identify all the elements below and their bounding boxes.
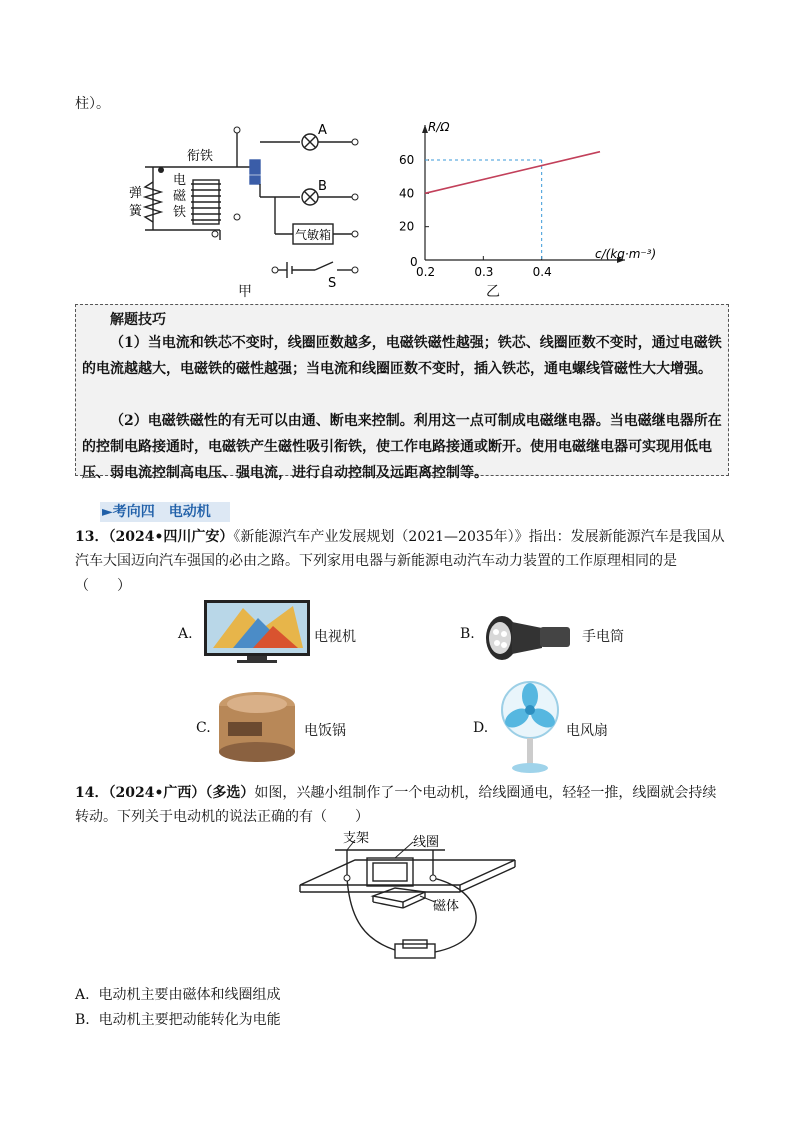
label-zhijia: 支架	[343, 831, 370, 846]
q13-option-d-label: 电风扇	[566, 723, 608, 739]
q14-option-b-letter: B.	[75, 1012, 90, 1028]
rice-cooker-icon	[216, 688, 298, 764]
q14-source: （2024•广西）（多选）	[108, 785, 255, 801]
label-switch: S	[328, 276, 337, 291]
resistance-concentration-chart	[395, 122, 685, 282]
label-gas-box: 气敏箱	[295, 228, 332, 242]
q13-paren: （ ）	[75, 578, 131, 594]
tips-paragraph-2: （2）电磁铁磁性的有无可以由通、断电来控制。利用这一点可制成电磁继电器。当电磁继电器所在的控制电路接通时，电磁铁产生磁性吸引衔铁，使工作电路接通或断开。使用电磁继电器可实现用低电压、弱电流控制高电压、强电流，进行自动控制及远距离控制等。	[82, 413, 722, 481]
tips-paragraph-1: （1）当电流和铁芯不变时，线圈匝数越多，电磁铁磁性越强；铁芯、线圈匝数不变时，通过电磁铁的电流越越大，电磁铁的磁性越强；当电流和线圈匝数不变时，插入铁芯，通电螺线管磁性大大增强。	[82, 335, 722, 377]
x-tick-label: 0.3	[474, 265, 494, 279]
fan-icon	[500, 680, 560, 774]
question-13	[75, 525, 730, 573]
label-dianci-1: 电	[173, 173, 187, 188]
q13-option-a-letter[interactable]: A.	[178, 626, 193, 642]
q13-source: （2024•四川广安）	[108, 529, 234, 545]
label-xianquan: 线圈	[413, 835, 440, 850]
label-dianci-3: 铁	[173, 205, 187, 220]
label-tanhuang-2: 簧	[129, 204, 143, 219]
y-axis-label: R/Ω	[428, 122, 450, 134]
header-tail: 柱）。	[75, 96, 110, 112]
q14-option-b-text: 电动机主要把动能转化为电能	[98, 1012, 281, 1028]
x-axis-label: c/(kg·m⁻³)	[595, 247, 657, 261]
q13-option-c-letter[interactable]: C.	[196, 720, 211, 736]
tips-title: 解题技巧	[110, 312, 166, 328]
q13-option-b-label: 手电筒	[582, 629, 624, 645]
y-tick-label: 20	[399, 219, 415, 234]
question-14	[75, 781, 730, 829]
x-tick-label: 0.4	[532, 265, 552, 279]
q13-option-b-letter[interactable]: B.	[460, 626, 475, 642]
label-citi: 磁体	[433, 899, 460, 914]
y-tick-label: 60	[399, 153, 415, 167]
label-dianci-2: 磁	[173, 189, 187, 204]
section-heading: ►考向四 电动机	[100, 502, 230, 522]
q13-text: 《新能源汽车产业发展规划（2021—2035年）》指出：发展新能源汽车是我国从汽车大国迈向汽车强国的必由之路。下列家用电器与新能源电动汽车动力装置的工作原理相同的是	[75, 529, 725, 569]
q14-number: 14．	[75, 785, 109, 801]
motor-figure	[295, 830, 520, 978]
label-xiantie: 衔铁	[187, 149, 214, 164]
series-line	[425, 152, 600, 194]
q14-option-a-letter: A.	[75, 987, 90, 1003]
caption-jia: 甲	[238, 284, 252, 300]
flashlight-icon	[482, 612, 574, 664]
origin-label: 0	[410, 255, 418, 269]
caption-yi: 乙	[486, 284, 500, 300]
label-tanhuang-1: 弹	[129, 186, 143, 201]
y-tick-label: 40	[399, 186, 415, 201]
q14-option-a-text: 电动机主要由磁体和线圈组成	[98, 987, 281, 1003]
q13-option-a-label: 电视机	[314, 629, 356, 645]
q13-option-c-label: 电饭锅	[304, 723, 346, 739]
q13-option-d-letter[interactable]: D.	[473, 720, 489, 736]
tv-icon	[203, 598, 311, 666]
q14-text: 如图，兴趣小组制作了一个电动机，给线圈通电，轻轻一推，线圈就会持续转动。下列关于电动机的说法正确的有（ ）	[75, 785, 717, 825]
relay-circuit-figure	[125, 112, 395, 302]
label-lamp-a: A	[318, 123, 327, 138]
x-tick-label: 0.2	[416, 265, 436, 279]
label-lamp-b: B	[318, 179, 327, 194]
q13-number: 13．	[75, 529, 109, 545]
q14-option-a[interactable]	[75, 983, 280, 1007]
q14-option-b[interactable]	[75, 1008, 281, 1032]
